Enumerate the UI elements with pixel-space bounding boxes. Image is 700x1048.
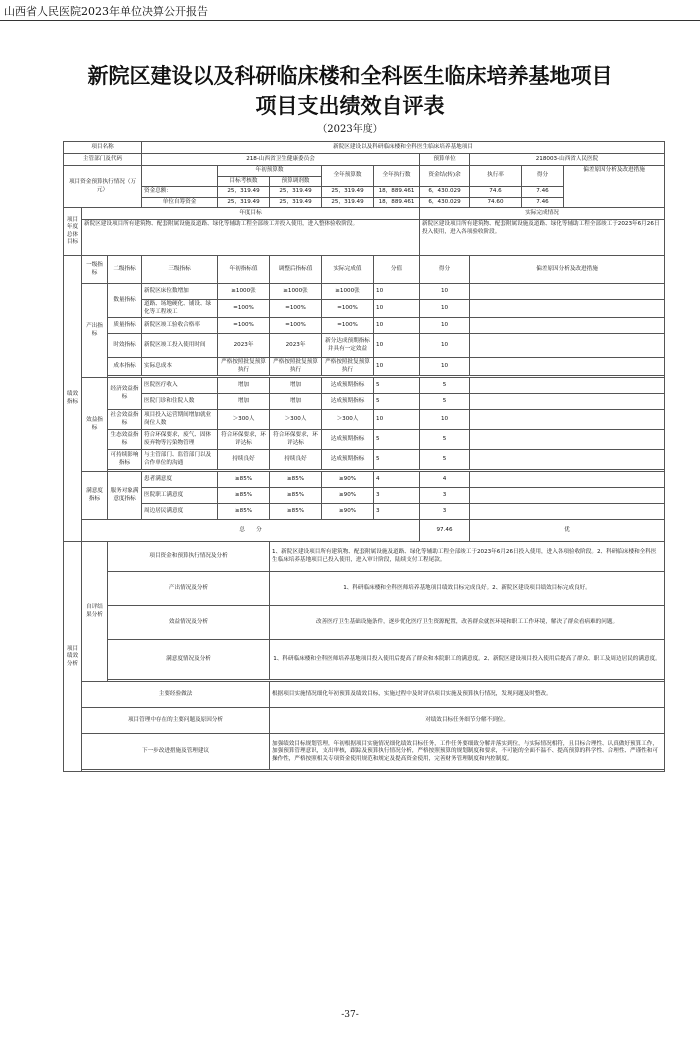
project-name-label: 项目名称 (64, 142, 142, 154)
ind-weight: 5 (374, 450, 420, 470)
ind-actual: ≥1000张 (322, 284, 374, 300)
ind-name: 周边居民满意度 (142, 504, 218, 520)
grade-value: 优 (470, 520, 665, 542)
self-control: 25，319.49 (270, 197, 322, 208)
ind-adjusted: 增加 (270, 394, 322, 410)
score-header: 得分 (522, 166, 564, 187)
balance-header: 资金结(转)余 (420, 166, 470, 187)
ind-adjusted: ≥1000张 (270, 284, 322, 300)
total-full-budget: 25，319.49 (322, 187, 374, 198)
ind-adjusted: 持续良好 (270, 450, 322, 470)
ind-adjusted: 2023年 (270, 334, 322, 358)
ind-actual: 新分达成预期指标并具有一定效益 (322, 334, 374, 358)
ind-actual: =100% (322, 318, 374, 334)
cat-timeliness: 时效指标 (108, 334, 142, 358)
h-weight: 分值 (374, 256, 420, 284)
self-target: 25，319.49 (218, 197, 270, 208)
ind-adjusted: =100% (270, 318, 322, 334)
ind-score: 4 (420, 472, 470, 488)
output-label: 产出指标 (82, 284, 108, 378)
deviation-header: 偏差原因分析及改进措施 (564, 166, 665, 208)
ind-name: 医院门诊和住院人数 (142, 394, 218, 410)
ind-actual: ≥90% (322, 504, 374, 520)
total-target: 25，319.49 (218, 187, 270, 198)
ind-score: 3 (420, 488, 470, 504)
ind-score: 3 (420, 504, 470, 520)
ind-actual: 达成预期指标 (322, 378, 374, 394)
ind-weight: 10 (374, 358, 420, 376)
cat-economic: 经济效益指标 (108, 378, 142, 410)
r3-text: 改善医疗卫生基础设施条件，逐步优化医疗卫生资源配置，改善群众就医环境和职工工作环境，解决了群众看病难的问题。 (270, 606, 665, 640)
total-score: 7.46 (522, 187, 564, 198)
r6-label: 项目管理中存在的主要问题及原因分析 (82, 708, 270, 734)
ind-actual: ≥90% (322, 472, 374, 488)
ind-name: 医院医疗收入 (142, 378, 218, 394)
ind-score: 5 (420, 450, 470, 470)
ind-initial: 增加 (218, 394, 270, 410)
ind-weight: 3 (374, 488, 420, 504)
ind-initial: =100% (218, 300, 270, 318)
ind-adjusted: 增加 (270, 378, 322, 394)
ind-score: 5 (420, 394, 470, 410)
unit-label: 预算单位 (420, 154, 470, 166)
ind-score: 10 (420, 284, 470, 300)
ind-initial: ＞300人 (218, 410, 270, 430)
ind-name: 新院区竣工投入使用时间 (142, 334, 218, 358)
ind-score: 10 (420, 300, 470, 318)
ind-score: 5 (420, 430, 470, 450)
ind-actual: 达成预期指标 (322, 430, 374, 450)
ind-score: 10 (420, 318, 470, 334)
total-label: 资金总额： (142, 187, 218, 198)
self-score: 7.46 (522, 197, 564, 208)
self-eval-label: 自评结果分析 (82, 542, 108, 682)
total-rate: 74.6 (470, 187, 522, 198)
ind-initial: =100% (218, 318, 270, 334)
ind-score: 10 (420, 334, 470, 358)
project-name: 新院区建设以及科研临床楼和全科医生临床培养基地项目 (142, 142, 665, 154)
ind-name: 新院区床位数增加 (142, 284, 218, 300)
h-actual: 实际完成值 (322, 256, 374, 284)
ind-weight: 4 (374, 472, 420, 488)
ind-adjusted: ≥85% (270, 504, 322, 520)
ind-name: 道路、场地硬化、铺设、绿化等工程竣工 (142, 300, 218, 318)
h-level3: 三级指标 (142, 256, 218, 284)
full-year-exec-header: 全年执行数 (374, 166, 420, 187)
ind-initial: ≥85% (218, 488, 270, 504)
dept-value: 218-山西省卫生健康委员会 (142, 154, 420, 166)
cat-quality: 质量指标 (108, 318, 142, 334)
r4-text: 1、科研临床楼和全科医师培养基地项目投入使用后提高了群众和本院职工的满意度。2、新院区建设项目投入使用后提高了群众、职工及周边居民的满意度。 (270, 640, 665, 680)
ind-initial: 2023年 (218, 334, 270, 358)
satisfaction-label: 满意度指标 (82, 472, 108, 520)
total-balance: 6，430.029 (420, 187, 470, 198)
ind-adjusted: ≥85% (270, 488, 322, 504)
r7-label: 下一步改进措施及管理建议 (82, 734, 270, 770)
evaluation-table (63, 141, 665, 772)
ind-score: 10 (420, 410, 470, 430)
ind-initial: 持续良好 (218, 450, 270, 470)
ind-weight: 3 (374, 504, 420, 520)
ind-actual: 达成预期指标 (322, 450, 374, 470)
ind-weight: 10 (374, 300, 420, 318)
self-label: 单位自筹资金 (142, 197, 218, 208)
indicators-label: 绩效指标 (64, 256, 82, 542)
budget-control-header: 预算调剂数 (270, 176, 322, 187)
ind-weight: 10 (374, 334, 420, 358)
analysis-label: 项目绩效分析 (64, 542, 82, 772)
ind-name: 符合环保要求，废气、固体废弃物等污染物管理 (142, 430, 218, 450)
self-balance: 6，430.029 (420, 197, 470, 208)
r7-text: 加强绩效目标规划管理，年初根据项目实施情况细化绩效目标任务，工作任务要细致分解并落实到位，与实际情况相符，且目标合理性、认真做好预算工作，加强预算管理意识，支出审核，跟踪及预算执行情况分析，严格按照预算的规划制度和要求，不可能的全面不温不、提高预算的科学性、合理性、严谨性和可操作性，严格按照相关专项资金使用规范和规定及提高资金使用，完善财务管理制度和内控制度。 (270, 734, 665, 770)
page-subtitle: 项目支出绩效自评表 (255, 93, 445, 118)
cat-sustainable: 可持续影响指标 (108, 450, 142, 470)
total-score-value: 97.46 (420, 520, 470, 542)
ind-actual: 达成预期指标 (322, 394, 374, 410)
h-adjusted: 调整后指标值 (270, 256, 322, 284)
ind-name: 项目投入运营期间增加就业岗位人数 (142, 410, 218, 430)
ind-name: 新院区竣工验收合格率 (142, 318, 218, 334)
ind-weight: 5 (374, 394, 420, 410)
h-initial: 年初指标值 (218, 256, 270, 284)
ind-adjusted: 严格按照批复预算执行 (270, 358, 322, 376)
ind-name: 医院职工满意度 (142, 488, 218, 504)
ind-initial: 严格按照批复预算执行 (218, 358, 270, 376)
h-score: 得分 (420, 256, 470, 284)
r2-text: 1、科研临床楼和全科医师培养基地项目绩效目标完成良好。2、新院区建设项目绩效目标完成良好。 (270, 572, 665, 606)
ind-actual: ＞300人 (322, 410, 374, 430)
cat-cost: 成本指标 (108, 358, 142, 376)
total-exec: 18，889.461 (374, 187, 420, 198)
ind-adjusted: 符合环保要求，环评达标 (270, 430, 322, 450)
r3-label: 效益情况及分析 (108, 606, 270, 640)
actual-header: 实际完成情况 (420, 208, 665, 220)
ind-name: 患者满意度 (142, 472, 218, 488)
actual-text: 新院区建设项目所有建筑物、配套附属设施及道路、绿化等辅助工程全部竣工于2023年6月26日投入使用，进入各项验收阶段。 (420, 220, 665, 256)
annual-goal-text: 新院区建设项目所有建筑物、配套附属设施及道路、绿化等辅助工程全部竣工并投入使用，进入整体验收阶段。 (82, 220, 420, 256)
ind-initial: ≥1000张 (218, 284, 270, 300)
ind-weight: 10 (374, 284, 420, 300)
target-amount-header: 目标考核数 (218, 176, 270, 187)
goals-label: 项目年度总体目标 (64, 208, 82, 256)
total-control: 25，319.49 (270, 187, 322, 198)
full-year-budget-header: 全年预算数 (322, 166, 374, 187)
funds-label: 项目资金预算执行情况（万元） (64, 166, 142, 208)
cat-social: 社会效益指标 (108, 410, 142, 430)
ind-adjusted: =100% (270, 300, 322, 318)
total-score-label: 总 分 (82, 520, 420, 542)
ind-initial: ≥85% (218, 472, 270, 488)
r4-label: 满意度情况及分析 (108, 640, 270, 680)
ind-weight: 5 (374, 430, 420, 450)
page-title: 新院区建设以及科研临床楼和全科医生临床培养基地项目 (87, 63, 613, 88)
r1-text: 1、新院区建设项目所有建筑物、配套附属设施及道路、绿化等辅助工程全部竣工于2023年6月26日投入使用，进入各项验收阶段。2、科研临床楼和全科医生临床培养基地项目已投入使用，进入审计阶段，陆续支付工程尾款。 (270, 542, 665, 572)
header-text: 山西省人民医院2023年单位决算公开报告 (4, 5, 208, 18)
ind-name: 与主管部门、监管部门以及合作单位的沟通 (142, 450, 218, 470)
ind-actual: ≥90% (322, 488, 374, 504)
ind-weight: 5 (374, 378, 420, 394)
cat-ecological: 生态效益指标 (108, 430, 142, 450)
ind-name: 实际总成本 (142, 358, 218, 376)
annual-goal-header: 年度目标 (82, 208, 420, 220)
ind-actual: =100% (322, 300, 374, 318)
self-rate: 74.60 (470, 197, 522, 208)
self-exec: 18，889.461 (374, 197, 420, 208)
ind-score: 5 (420, 378, 470, 394)
ind-score: 10 (420, 358, 470, 376)
ind-initial: ≥85% (218, 504, 270, 520)
exec-rate-header: 执行率 (470, 166, 522, 187)
self-full-budget: 25，319.49 (322, 197, 374, 208)
cat-quantity: 数量指标 (108, 284, 142, 318)
benefit-label: 效益指标 (82, 378, 108, 472)
h-deviation: 偏差原因分析及改进措施 (470, 256, 665, 284)
ind-initial: 增加 (218, 378, 270, 394)
ind-actual: 严格按照批复预算执行 (322, 358, 374, 376)
r5-text: 根据项目实施情况细化年初预算及绩效目标，实施过程中及时评估项目实施及预算执行情况，发现问题及时整改。 (270, 682, 665, 708)
dept-label: 主管部门及代码 (64, 154, 142, 166)
r5-label: 主要经验做法 (82, 682, 270, 708)
ind-weight: 10 (374, 318, 420, 334)
report-year: （2023年度） (317, 124, 383, 135)
r2-label: 产出情况及分析 (108, 572, 270, 606)
annual-budget-header: 年初预算数 (218, 166, 322, 177)
h-level1: 一级指标 (82, 256, 108, 284)
ind-adjusted: ＞300人 (270, 410, 322, 430)
unit-value: 218003-山西省人民医院 (470, 154, 665, 166)
page-header (0, 0, 700, 21)
cat-service: 服务对象满意度指标 (108, 472, 142, 520)
ind-weight: 10 (374, 410, 420, 430)
h-level2: 二级指标 (108, 256, 142, 284)
page-number: -37- (341, 1010, 359, 1020)
ind-adjusted: ≥85% (270, 472, 322, 488)
ind-initial: 符合环保要求，环评达标 (218, 430, 270, 450)
r1-label: 项目资金和预算执行情况及分析 (108, 542, 270, 572)
r6-text: 对绩效目标任务细节分解不到位。 (270, 708, 665, 734)
